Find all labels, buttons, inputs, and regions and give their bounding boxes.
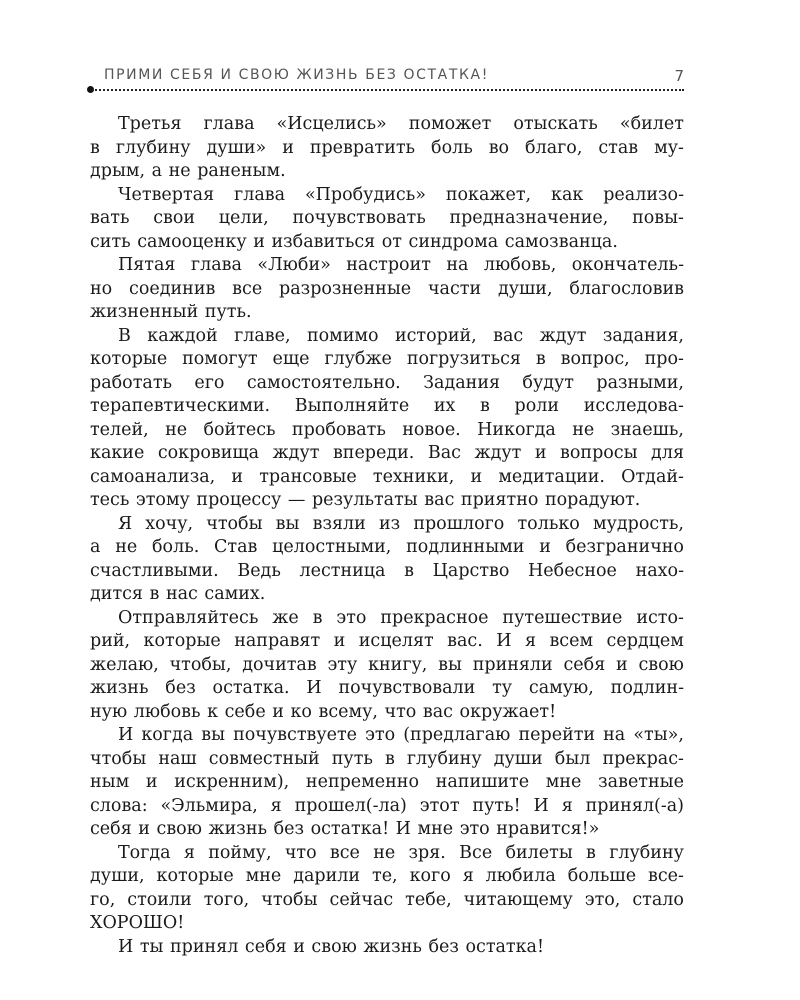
text-line: Пятая глава «Люби» настроит на любовь, окончатель-: [118, 255, 684, 275]
page-number: 7: [674, 67, 684, 85]
text-line: Третья глава «Исцелись» поможет отыскать «билет: [118, 114, 684, 134]
text-line: рий, которые направят и исцелят вас. И я всем сердцем: [90, 631, 684, 651]
text-line: го, стоили того, чтобы сейчас тебе, читающему это, стало: [90, 889, 684, 910]
text-line: самоанализа, и трансовые техники, и медитации. Отдай-: [90, 466, 684, 487]
paragraph: [90, 936, 684, 960]
paragraph: [90, 842, 684, 936]
text-line: Тогда я пойму, что все не зря. Все билеты в глубину: [118, 842, 684, 863]
header-dotted-rule: [92, 89, 684, 91]
paragraph: [90, 254, 684, 325]
text-line: в глубину души» и превратить боль во благо, став му-: [90, 137, 684, 158]
running-title: ПРИМИ СЕБЯ И СВОЮ ЖИЗНЬ БЕЗ ОСТАТКА!: [104, 67, 489, 83]
text-line: желаю, чтобы, дочитав эту книгу, вы приняли себя и свою: [90, 654, 684, 675]
text-line: вать свои цели, почувствовать предназначение, повы-: [90, 208, 684, 228]
text-line: чтобы наш совместный путь в глубину души был прекрас-: [90, 748, 684, 769]
text-line: терапевтическими. Выполняйте их в роли исследова-: [90, 396, 684, 416]
paragraph: [90, 184, 684, 255]
text-line: души, которые мне дарили те, кого я любила больше все-: [90, 866, 684, 886]
text-line: ным и искренним), непременно напишите мне заветные: [90, 772, 684, 792]
paragraph: [90, 607, 684, 725]
text-line: ную любовь к себе и ко всему, что вас окружает!: [90, 701, 557, 722]
text-line: а не боль. Став целостными, подлинными и безгранично: [90, 537, 684, 557]
text-line: дрым, а не раненым.: [90, 161, 286, 181]
text-line: В каждой главе, помимо историй, вас ждут задания,: [118, 325, 684, 346]
text-line: ХОРОШО!: [90, 913, 185, 933]
paragraph: [90, 325, 684, 513]
text-line: Отправляйтесь же в это прекрасное путешествие исто-: [118, 607, 684, 628]
text-line: работать его самостоятельно. Задания будут разными,: [90, 372, 684, 393]
text-line: тесь этому процессу — результаты вас приятно порадуют.: [90, 490, 641, 510]
paragraph: [90, 113, 684, 184]
text-line: счастливыми. Ведь лестница в Царство Небесное нахо-: [90, 560, 684, 581]
text-line: жизненный путь.: [90, 302, 252, 322]
text-line: Четвертая глава «Пробудись» покажет, как реализо-: [118, 184, 684, 205]
text-line: которые помогут еще глубже погрузиться в вопрос, про-: [90, 349, 684, 369]
text-line: слова: «Эльмира, я прошел(-ла) этот путь! И я принял(-а): [90, 795, 684, 816]
body-text: [90, 113, 684, 959]
running-header: [104, 67, 686, 89]
text-line: но соединив все разрозненные части души, благословив: [90, 278, 684, 299]
text-line: телей, не бойтесь пробовать новое. Никогда не знаешь,: [90, 419, 684, 440]
text-line: себя и свою жизнь без остатка! И мне это нравится!»: [90, 819, 600, 839]
paragraph: [90, 724, 684, 842]
text-line: дится в нас самих.: [90, 584, 266, 604]
text-line: И ты принял себя и свою жизнь без остатка!: [118, 936, 545, 957]
text-line: сить самооценку и избавиться от синдрома самозванца.: [90, 231, 618, 252]
text-line: И когда вы почувствуете это (предлагаю перейти на «ты»,: [118, 725, 684, 745]
paragraph: [90, 513, 684, 607]
text-line: какие сокровища ждут впереди. Вас ждут и вопросы для: [90, 443, 684, 463]
text-line: Я хочу, чтобы вы взяли из прошлого только мудрость,: [118, 513, 684, 534]
text-line: жизнь без остатка. И почувствовали ту самую, подлин-: [90, 678, 684, 698]
